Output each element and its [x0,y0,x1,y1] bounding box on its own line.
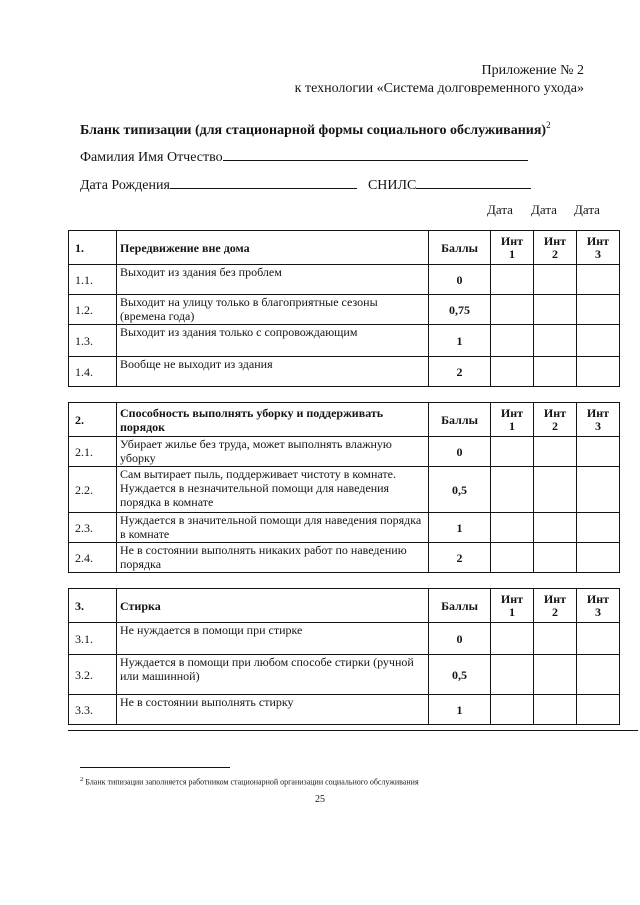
item-number: 1.4. [69,357,117,387]
item-number: 2.3. [69,513,117,543]
interview-header-1 [491,231,534,265]
section-table-1 [68,230,620,387]
interview-3-cell[interactable] [577,265,620,295]
form-title-footnote-mark: 2 [546,120,551,130]
interview-header-label: Инт [500,233,524,248]
interview-2-cell[interactable] [534,265,577,295]
page-number: 25 [315,794,325,805]
section-header-row [69,231,620,265]
table-row [69,357,620,387]
table-row [69,623,620,655]
table-row [69,655,620,695]
interview-1-cell[interactable] [491,513,534,543]
table-row [69,265,620,295]
birth-date-line[interactable] [170,175,357,189]
item-number: 2.4. [69,543,117,573]
table-row [69,695,620,725]
item-score: 1 [429,695,491,725]
item-description: Выходит из здания только с сопровождающим [117,325,429,357]
item-description: Нуждается в помощи при любом способе стирки (ручной или машинной) [117,655,429,695]
interview-header-label: Инт [543,591,567,606]
interview-3-cell[interactable] [577,655,620,695]
bottom-rule [68,730,638,731]
interview-header-label: Инт [543,233,567,248]
section-header-row [69,589,620,623]
interview-header-3 [577,231,620,265]
interview-2-cell[interactable] [534,655,577,695]
snils-line[interactable] [416,175,531,189]
interview-header-2 [534,231,577,265]
section-title: Стирка [117,589,429,623]
score-header: Баллы [429,403,491,437]
interview-1-cell[interactable] [491,623,534,655]
birth-date-label: Дата Рождения [80,178,170,193]
interview-2-cell[interactable] [534,295,577,325]
date-label-2: Дата [531,202,557,217]
section-number: 1. [69,231,117,265]
item-description: Не в состоянии выполнять стирку [117,695,429,725]
interview-header-number: 2 [552,418,558,433]
item-description: Сам вытирает пыль, поддерживает чистоту в комнате. Нуждается в незначительной помощи для наведения порядка в комнате [117,467,429,513]
interview-header-number: 1 [509,246,515,261]
interview-3-cell[interactable] [577,543,620,573]
item-description: Выходит из здания без проблем [117,265,429,295]
interview-header-label: Инт [586,405,610,420]
interview-3-cell[interactable] [577,695,620,725]
item-description: Вообще не выходит из здания [117,357,429,387]
appendix-subtitle: к технологии «Система долговременного ухода» [294,81,584,96]
item-description: Не нуждается в помощи при стирке [117,623,429,655]
interview-1-cell[interactable] [491,437,534,467]
interview-header-label: Инт [543,405,567,420]
interview-header-2 [534,589,577,623]
item-score: 1 [429,513,491,543]
interview-2-cell[interactable] [534,623,577,655]
section-header-row [69,403,620,437]
full-name-label: Фамилия Имя Отчество [80,150,223,165]
item-score: 0 [429,437,491,467]
interview-1-cell[interactable] [491,357,534,387]
interview-header-1 [491,589,534,623]
item-description: Не в состоянии выполнять никаких работ по наведению порядка [117,543,429,573]
appendix-title: Приложение № 2 [481,63,584,78]
table-row [69,467,620,513]
item-score: 0,5 [429,467,491,513]
item-number: 1.2. [69,295,117,325]
section-table-2 [68,402,620,573]
item-number: 3.3. [69,695,117,725]
section-title: Способность выполнять уборку и поддерживать порядок [117,403,429,437]
interview-1-cell[interactable] [491,655,534,695]
footnote [80,776,419,787]
item-score: 1 [429,325,491,357]
item-number: 2.2. [69,467,117,513]
interview-2-cell[interactable] [534,513,577,543]
birth-date-field [80,175,531,195]
item-number: 2.1. [69,437,117,467]
interview-header-number: 3 [595,418,601,433]
interview-header-number: 3 [595,246,601,261]
interview-1-cell[interactable] [491,695,534,725]
item-description: Убирает жилье без труда, может выполнять влажную уборку [117,437,429,467]
interview-1-cell[interactable] [491,265,534,295]
item-description: Выходит на улицу только в благоприятные сезоны (времена года) [117,295,429,325]
item-number: 3.2. [69,655,117,695]
score-header: Баллы [429,589,491,623]
item-score: 0 [429,265,491,295]
interview-1-cell[interactable] [491,543,534,573]
interview-2-cell[interactable] [534,325,577,357]
interview-1-cell[interactable] [491,295,534,325]
table-row [69,513,620,543]
interview-2-cell[interactable] [534,357,577,387]
item-score: 2 [429,543,491,573]
item-score: 0,75 [429,295,491,325]
section-number: 3. [69,589,117,623]
full-name-field [80,147,528,167]
interview-header-1 [491,403,534,437]
interview-header-label: Инт [500,405,524,420]
interview-header-number: 1 [509,418,515,433]
interview-3-cell[interactable] [577,513,620,543]
interview-3-cell[interactable] [577,467,620,513]
date-labels [0,202,640,220]
snils-label: СНИЛС [367,178,417,193]
section-table-3 [68,588,620,725]
interview-header-3 [577,589,620,623]
interview-1-cell[interactable] [491,467,534,513]
interview-header-label: Инт [500,591,524,606]
item-score: 2 [429,357,491,387]
interview-header-label: Инт [586,591,610,606]
interview-3-cell[interactable] [577,325,620,357]
item-score: 0,5 [429,655,491,695]
interview-header-2 [534,403,577,437]
interview-3-cell[interactable] [577,357,620,387]
interview-header-label: Инт [586,233,610,248]
table-row [69,543,620,573]
form-title [80,120,551,139]
interview-header-number: 2 [552,604,558,619]
item-description: Нуждается в значительной помощи для наведения порядка в комнате [117,513,429,543]
full-name-line[interactable] [223,147,528,161]
date-label-1: Дата [487,202,513,217]
score-header: Баллы [429,231,491,265]
interview-3-cell[interactable] [577,623,620,655]
footnote-text: Бланк типизации заполняется работником стационарной организации социального обслуживания [85,777,419,787]
interview-header-number: 3 [595,604,601,619]
interview-header-number: 1 [509,604,515,619]
interview-2-cell[interactable] [534,437,577,467]
table-row [69,295,620,325]
table-row [69,437,620,467]
interview-2-cell[interactable] [534,543,577,573]
interview-2-cell[interactable] [534,467,577,513]
interview-3-cell[interactable] [577,437,620,467]
footnote-mark: 2 [80,776,84,783]
interview-1-cell[interactable] [491,325,534,357]
footnote-rule [80,767,230,768]
item-score: 0 [429,623,491,655]
item-number: 3.1. [69,623,117,655]
date-label-3: Дата [574,202,600,217]
interview-header-3 [577,403,620,437]
interview-2-cell[interactable] [534,695,577,725]
item-number: 1.3. [69,325,117,357]
table-row [69,325,620,357]
item-number: 1.1. [69,265,117,295]
interview-3-cell[interactable] [577,295,620,325]
section-number: 2. [69,403,117,437]
interview-header-number: 2 [552,246,558,261]
form-title-text: Бланк типизации (для стационарной формы социального обслуживания) [80,123,547,138]
section-title: Передвижение вне дома [117,231,429,265]
